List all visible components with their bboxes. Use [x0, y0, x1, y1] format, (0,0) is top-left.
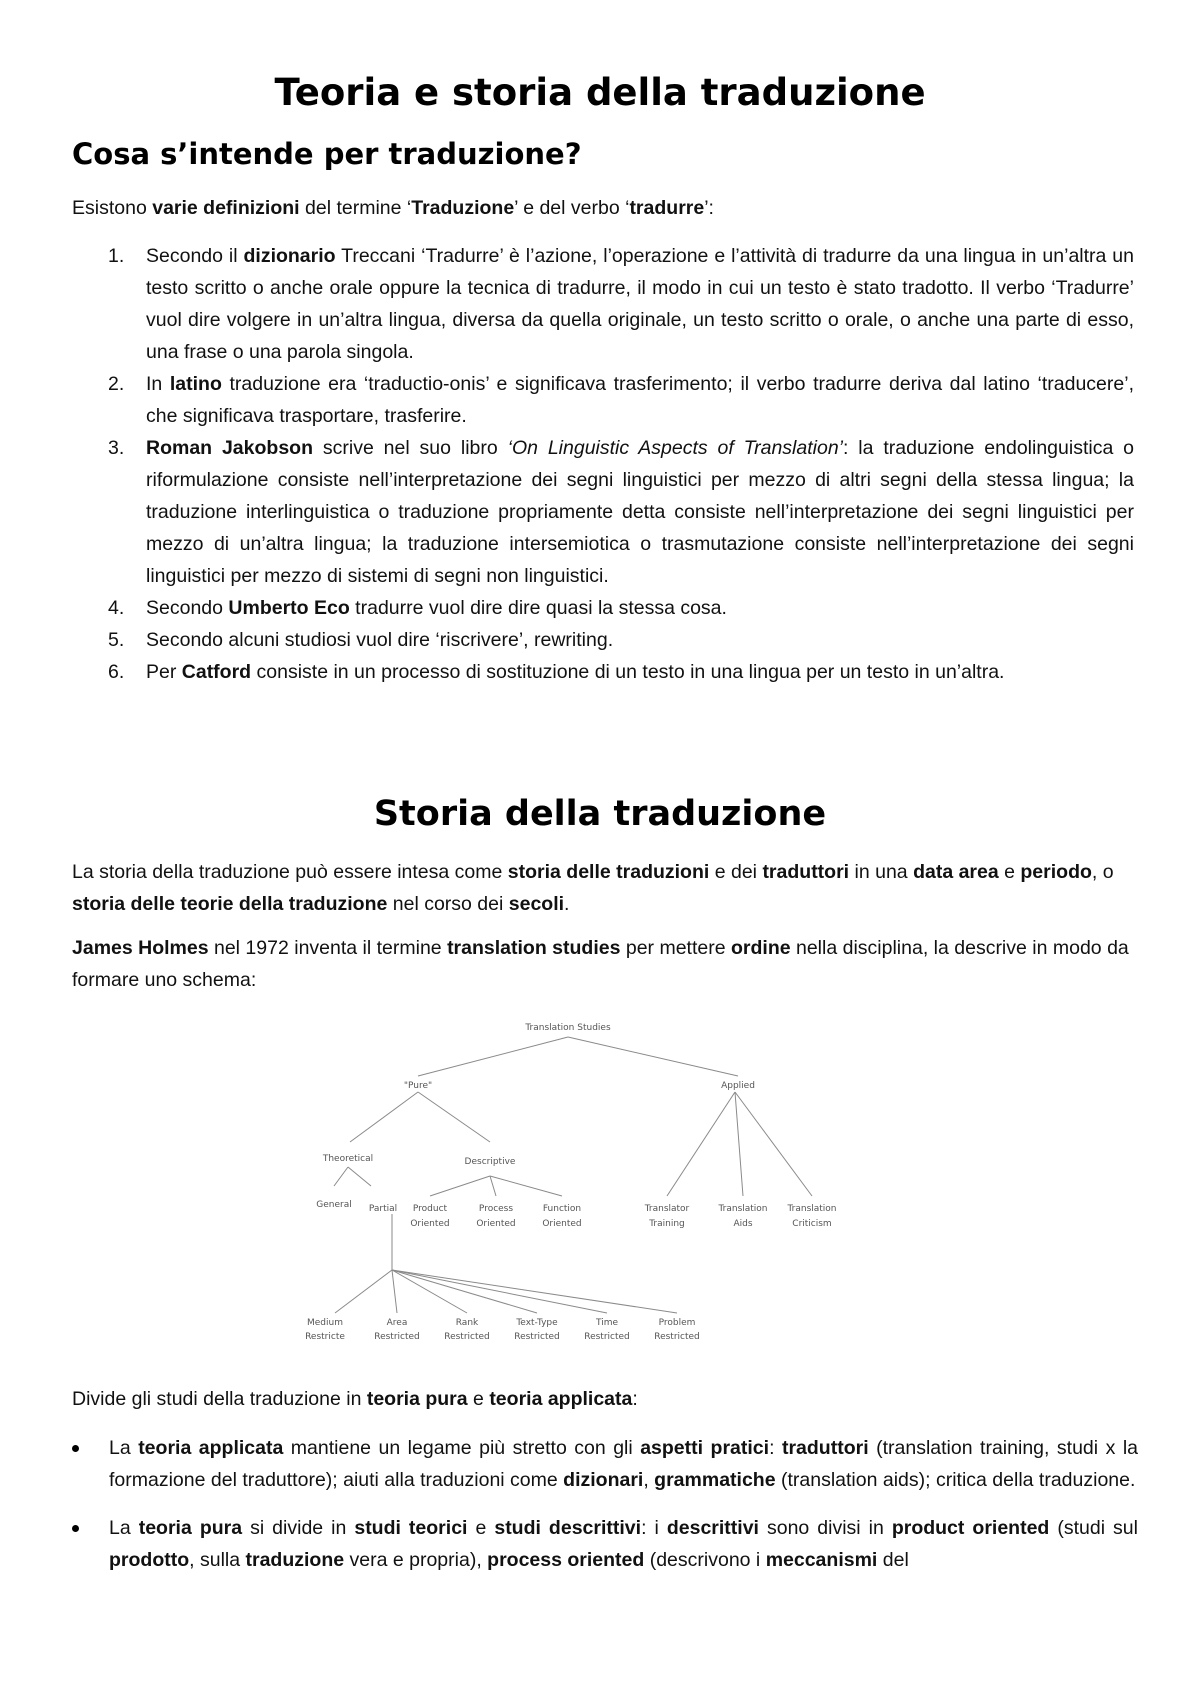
history-paragraph: La storia della traduzione può essere intesa come storia delle traduzioni e dei traduttori in una data area e periodo, o storia delle teorie della traduzione nel corso dei secoli. — [72, 861, 1114, 915]
node-translation-criticism: Translation — [787, 1204, 837, 1214]
node-time-restricted-line2: Restricted — [584, 1332, 630, 1342]
tree-diagram — [300, 1008, 850, 1358]
node-translation-aids: Translation — [718, 1204, 768, 1214]
diagram-background — [300, 1008, 850, 1358]
list-item: 6. Per Catford consiste in un processo di sostituzione di un testo in una lingua per un testo in un’altra. — [108, 661, 1005, 683]
divide-paragraph: Divide gli studi della traduzione in teoria pura e teoria applicata: — [72, 1388, 638, 1410]
node-process-oriented: Process — [478, 1204, 514, 1214]
list-item: 3. Roman Jakobson scrive nel suo libro ‘On Linguistic Aspects of Translation’: la traduzione endolinguistica o riformulazione consiste nell’interpretazione dei segni linguistici per mezzo di altri segni della stessa lingua; la traduzione interlinguistica o traduzione propriamente detta consiste nell’interpretazione dei segni linguistici per mezzo di un’altra lingua; la traduzione intersemiotica o trasmutazione consiste nell’interpretazione dei segni linguistici per mezzo di sistemi di segni non linguistici. — [108, 437, 1135, 587]
node-rank-restricted-line2: Restricted — [444, 1332, 490, 1342]
node-translation-criticism-line2: Criticism — [792, 1219, 832, 1229]
bullet-icon — [72, 1445, 79, 1452]
section-heading-definition: Cosa s’intende per traduzione? — [72, 137, 582, 171]
holmes-paragraph: James Holmes nel 1972 inventa il termine translation studies per mettere ordine nella disciplina, la descrive in modo da formare uno schema: — [72, 937, 1129, 991]
node-function-oriented-line2: Oriented — [542, 1219, 582, 1229]
node-partial: Partial — [368, 1204, 398, 1214]
node-product-oriented-line2: Oriented — [410, 1219, 450, 1229]
list-item: 5. Secondo alcuni studiosi vuol dire ‘riscrivere’, rewriting. — [108, 629, 614, 651]
node-text-type-restricted-line2: Restricted — [514, 1332, 560, 1342]
bullet-icon — [72, 1525, 79, 1532]
list-item: 2. In latino traduzione era ‘traductio-onis’ e significava trasferimento; il verbo tradurre deriva dal latino ‘traducere’, che significava trasportare, trasferire. — [108, 373, 1134, 427]
list-item: La teoria applicata mantiene un legame più stretto con gli aspetti pratici: traduttori (translation training, studi x la formazione del traduttore); aiuti alla traduzioni come dizionari, grammatiche (translation aids); critica della traduzione. — [72, 1432, 1138, 1496]
node-translator-training: Translator — [644, 1204, 690, 1214]
node-process-oriented-line2: Oriented — [476, 1219, 516, 1229]
node-applied: Applied — [721, 1081, 755, 1091]
translation-studies-diagram — [300, 1008, 850, 1358]
node-function-oriented: Function — [542, 1204, 582, 1214]
intro-paragraph: Esistono varie definizioni del termine ‘Traduzione’ e del verbo ‘tradurre’: — [72, 197, 714, 219]
node-translator-training-line2: Training — [649, 1219, 685, 1229]
node-text-type-restricted: Text-Type — [516, 1318, 558, 1328]
node-descriptive: Descriptive — [464, 1157, 516, 1167]
node-rank-restricted: Rank — [455, 1318, 479, 1328]
node-area-restricted-line2: Restricted — [374, 1332, 420, 1342]
section-heading-history: Storia della traduzione — [373, 794, 827, 834]
node-time-restricted: Time — [595, 1318, 619, 1328]
node-translation-aids-line2: Aids — [733, 1219, 753, 1229]
node-problem-restricted: Problem — [658, 1318, 696, 1328]
node-area-restricted: Area — [386, 1318, 408, 1328]
document-title: Teoria e storia della traduzione — [274, 71, 926, 114]
node-problem-restricted-line2: Restricted — [654, 1332, 700, 1342]
list-item: 4. Secondo Umberto Eco tradurre vuol dire dire quasi la stessa cosa. — [108, 597, 727, 619]
node-medium-restricted-line2: Restricte — [305, 1332, 345, 1342]
node-pure: "Pure" — [403, 1081, 433, 1091]
node-general: General — [316, 1200, 352, 1210]
definitions-list — [72, 240, 1134, 688]
node-medium-restricted: Medium — [307, 1318, 343, 1328]
node-theoretical: Theoretical — [322, 1154, 374, 1164]
node-product-oriented: Product — [412, 1204, 448, 1214]
list-item: La teoria pura si divide in studi teorici e studi descrittivi: i descrittivi sono divisi in product oriented (studi sul prodotto, sulla traduzione vera e propria), process oriented (descrivono i meccanismi del — [72, 1512, 1138, 1576]
list-item: 1. Secondo il dizionario Treccani ‘Tradurre’ è l’azione, l’operazione e l’attività di tradurre da una lingua in un’altra un testo scritto o anche orale oppure la tecnica di tradurre, il modo in cui un testo è stato tradotto. Il verbo ‘Tradurre’ vuol dire volgere in un’altra lingua, diversa da quella originale, un testo scritto o orale, o anche una parte di esso, una frase o una parola singola. — [108, 245, 1134, 363]
node-translation-studies: Translation Studies — [525, 1023, 611, 1033]
theory-bullet-list — [72, 1432, 1138, 1592]
